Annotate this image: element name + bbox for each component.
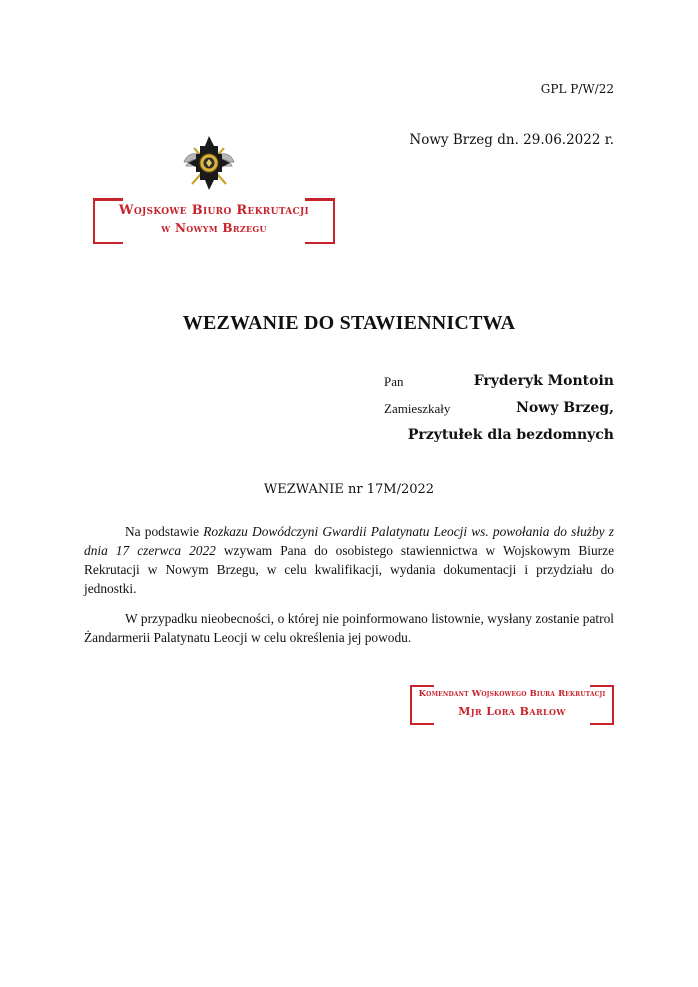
place-and-date: Nowy Brzeg dn. 29.06.2022 r.	[409, 132, 614, 148]
signature-stamp	[410, 685, 614, 725]
signature-stamp-name: Mjr Lora Barlow	[458, 705, 566, 718]
recipient-address-line2: Przytułek dla bezdomnych	[407, 427, 614, 443]
summons-number: WEZWANIE nr 17M/2022	[263, 482, 435, 497]
recipient-address-line1: Nowy Brzeg,	[516, 400, 614, 416]
paragraph-absence: W przypadku nieobecności, o której nie poinformowano listownie, wysłany zostanie patrol Żandarmerii Palatynatu Leocji w celu określenia jej powodu.	[84, 611, 614, 645]
document-title: WEZWANIE DO STAWIENNICTWA	[182, 312, 516, 334]
recruitment-office-stamp	[93, 198, 335, 244]
order-reference: Rozkazu Dowódczyni Gwardii Palatynatu Leocji ws. powołania do służby z dnia 17 czerwca 2022	[84, 524, 614, 558]
document-reference: GPL P/W/22	[540, 82, 614, 96]
recipient-name: Fryderyk Montoin	[473, 373, 614, 389]
paragraph-main-body: wzywam Pana do osobistego stawiennictwa w Wojskowym Biurze Rekrutacji w Nowym Brzegu, w celu kwalifikacji, wydania dokumentacji i przydziału do jednostki.	[84, 543, 615, 596]
paragraph-main-intro: Na podstawie	[125, 524, 204, 539]
military-cross-emblem-icon	[178, 132, 240, 194]
recipient-name-label: Pan	[384, 374, 404, 389]
stamp-line-office: Wojskowe Biuro Rekrutacji	[118, 203, 310, 218]
signature-stamp-title: Komendant Wojskowego Biura Rekrutacji	[418, 689, 606, 699]
paragraph-main	[84, 522, 614, 598]
recipient-address-label: Zamieszkały	[384, 401, 451, 416]
stamp-line-location: w Nowym Brzegu	[161, 221, 267, 235]
